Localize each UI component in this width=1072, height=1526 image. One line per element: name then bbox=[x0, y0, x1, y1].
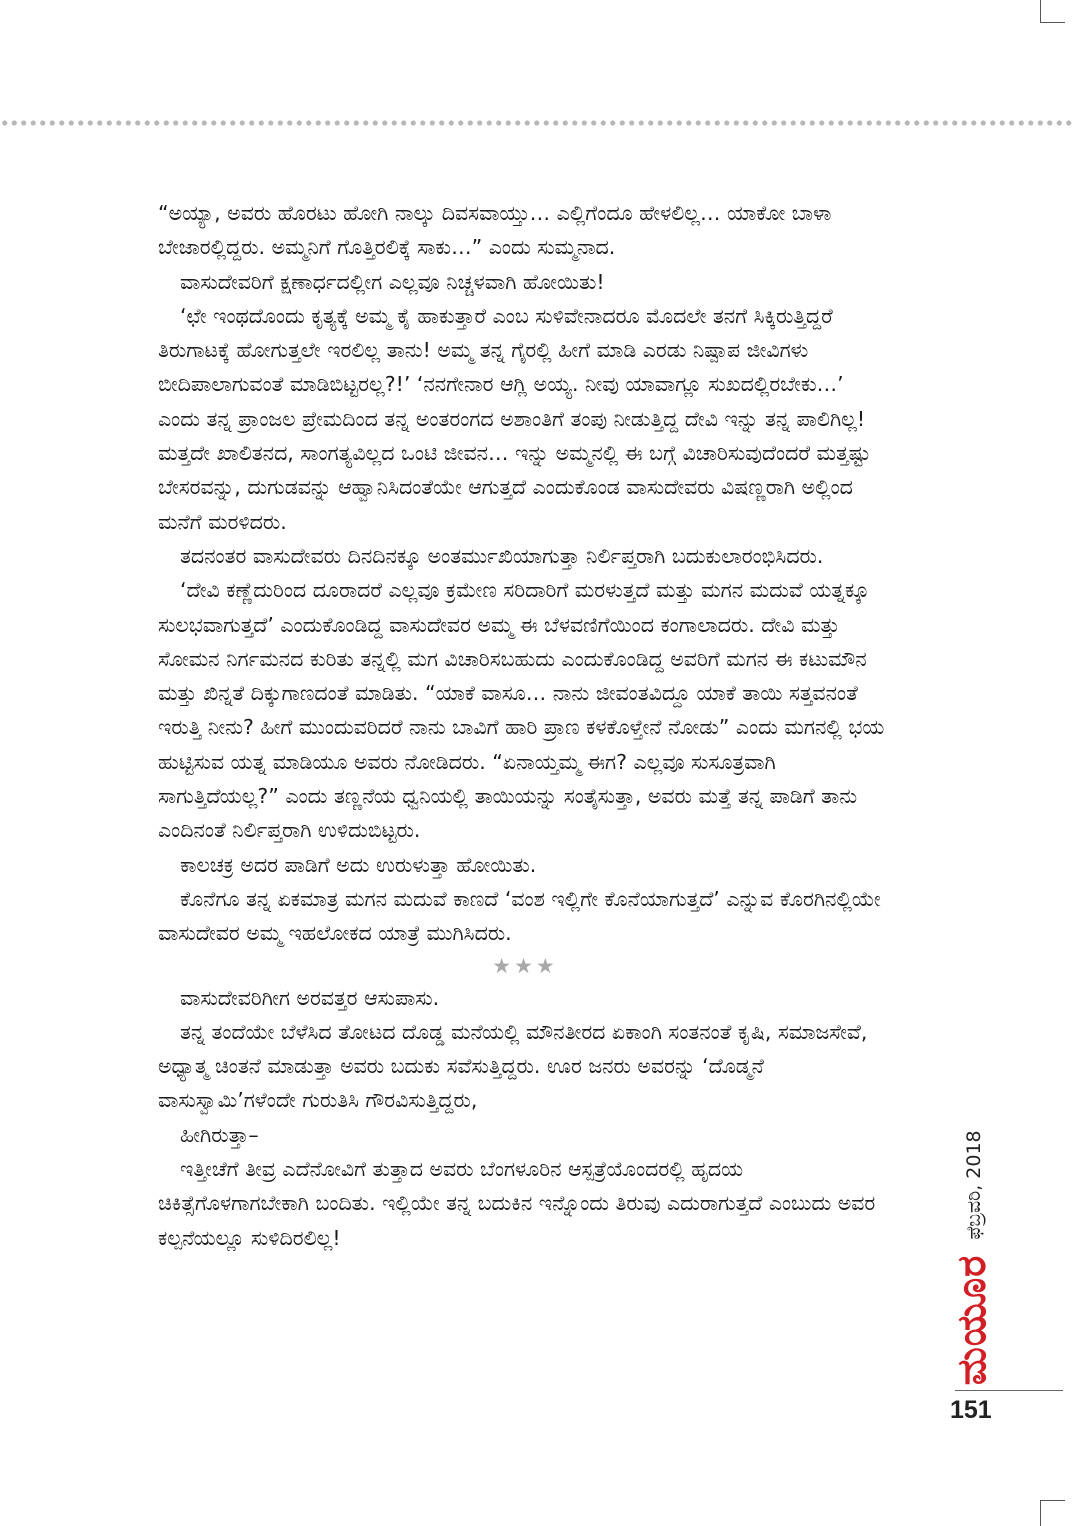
paragraph: ‘ದೇವಿ ಕಣ್ಣೆದುರಿಂದ ದೂರಾದರೆ ಎಲ್ಲವೂ ಕ್ರಮೇಣ ಸರಿದಾರಿಗೆ ಮರಳುತ್ತದೆ ಮತ್ತು ಮಗನ ಮದುವೆ ಯತ್ನಕ್ಕೂ ಸುಲಭವಾಗುತ್ತದೆ’ ಎಂದುಕೊಂಡಿದ್ದ ವಾಸುದೇವರ ಅಮ್ಮ ಈ ಬೆಳವಣಿಗೆಯಿಂದ ಕಂಗಾಲಾದರು. ದೇವಿ ಮತ್ತು ಸೋಮನ ನಿರ್ಗಮನದ ಕುರಿತು ತನ್ನಲ್ಲಿ ಮಗ ವಿಚಾರಿಸಬಹುದು ಎಂದುಕೊಂಡಿದ್ದ ಅವರಿಗೆ ಮಗನ ಈ ಕಟುಮೌನ ಮತ್ತು ಖಿನ್ನತೆ ದಿಕ್ಕುಗಾಣದಂತೆ ಮಾಡಿತು. “ಯಾಕೆ ವಾಸೂ… ನಾನು ಜೀವಂತವಿದ್ದೂ ಯಾಕೆ ತಾಯಿ ಸತ್ತವನಂತೆ ಇರುತ್ತಿ ನೀನು? ಹೀಗೆ ಮುಂದುವರಿದರೆ ನಾನು ಬಾವಿಗೆ ಹಾರಿ ಪ್ರಾಣ ಕಳಕೊಳ್ತೇನೆ ನೋಡು” ಎಂದು ಮಗನಲ್ಲಿ ಭಯ ಹುಟ್ಟಿಸುವ ಯತ್ನ ಮಾಡಿಯೂ ಅವರು ನೋಡಿದರು. “ಏನಾಯ್ತಮ್ಮ ಈಗ? ಎಲ್ಲವೂ ಸುಸೂತ್ರವಾಗಿ ಸಾಗುತ್ತಿದೆಯಲ್ಲ?” ಎಂದು ತಣ್ಣನೆಯ ಧ್ವನಿಯಲ್ಲಿ ತಾಯಿಯನ್ನು ಸಂತೈಸುತ್ತಾ, ಅವರು ಮತ್ತೆ ತನ್ನ ಪಾಡಿಗೆ ತಾನು ಎಂದಿನಂತೆ ನಿರ್ಲಿಪ್ತರಾಗಿ ಉಳಿದುಬಿಟ್ಟರು. bbox=[158, 578, 885, 843]
page-number-rule bbox=[955, 1390, 1063, 1391]
paragraph: ಕೊನೆಗೂ ತನ್ನ ಏಕಮಾತ್ರ ಮಗನ ಮದುವೆ ಕಾಣದೆ ‘ವಂಶ ಇಲ್ಲಿಗೇ ಕೊನೆಯಾಗುತ್ತದೆ’ ಎನ್ನುವ ಕೊರಗಿನಲ್ಲಿಯೇ ವಾಸುದೇವರ ಅಮ್ಮ ಇಹಲೋಕದ ಯಾತ್ರೆ ಮುಗಿಸಿದರು. bbox=[158, 886, 881, 946]
magazine-logo: ಮಯೂರ bbox=[949, 1254, 995, 1386]
paragraph: “ಅಯ್ಯಾ, ಅವರು ಹೊರಟು ಹೋಗಿ ನಾಲ್ಕು ದಿವಸವಾಯ್ತು… ಎಲ್ಲಿಗೆಂದೂ ಹೇಳಲಿಲ್ಲ… ಯಾಕೋ ಬಾಳಾ ಬೇಜಾರಲ್ಲಿದ್ದರು. ಅಮ್ಮನಿಗೆ ಗೊತ್ತಿರಲಿಕ್ಕೆ ಸಾಕು…” ಎಂದು ಸುಮ್ಮನಾದ. bbox=[158, 201, 832, 260]
dotted-header-rule bbox=[0, 119, 1072, 127]
paragraph: ‘ಛೇ ಇಂಥದೊಂದು ಕೃತ್ಯಕ್ಕೆ ಅಮ್ಮ ಕೈ ಹಾಕುತ್ತಾರೆ ಎಂಬ ಸುಳಿವೇನಾದರೂ ಮೊದಲೇ ತನಗೆ ಸಿಕ್ಕಿರುತ್ತಿದ್ದರೆ ತಿರುಗಾಟಕ್ಕೆ ಹೋಗುತ್ತಲೇ ಇರಲಿಲ್ಲ ತಾನು! ಅಮ್ಮ ತನ್ನ ಗೈರಲ್ಲಿ ಹೀಗೆ ಮಾಡಿ ಎರಡು ನಿಷ್ಪಾಪ ಜೀವಿಗಳು ಬೀದಿಪಾಲಾಗುವಂತೆ ಮಾಡಿಬಿಟ್ಟರಲ್ಲ?!’ ‘ನನಗೇನಾರ ಆಗ್ಲಿ ಅಯ್ಯ. ನೀವು ಯಾವಾಗ್ಲೂ ಸುಖದಲ್ಲಿರಬೇಕು…’ ಎಂದು ತನ್ನ ಪ್ರಾಂಜಲ ಪ್ರೇಮದಿಂದ ತನ್ನ ಅಂತರಂಗದ ಅಶಾಂತಿಗೆ ತಂಪು ನೀಡುತ್ತಿದ್ದ ದೇವಿ ಇನ್ನು ತನ್ನ ಪಾಲಿಗಿಲ್ಲ! ಮತ್ತದೇ ಖಾಲಿತನದ, ಸಾಂಗತ್ಯವಿಲ್ಲದ ಒಂಟಿ ಜೀವನ… ಇನ್ನು ಅಮ್ಮನಲ್ಲಿ ಈ ಬಗ್ಗೆ ವಿಚಾರಿಸುವುದೆಂದರೆ ಮತ್ತಷ್ಟು ಬೇಸರವನ್ನು, ದುಗುಡವನ್ನು ಆಹ್ವಾನಿಸಿದಂತೆಯೇ ಆಗುತ್ತದೆ ಎಂದುಕೊಂಡ ವಾಸುದೇವರು ವಿಷಣ್ಣರಾಗಿ ಅಲ್ಲಿಂದ ಮನೆಗೆ ಮರಳಿದರು. bbox=[158, 303, 871, 534]
page-number: 151 bbox=[950, 1396, 992, 1424]
section-separator: ★★★ bbox=[492, 953, 558, 978]
crop-mark-bottom bbox=[1040, 1500, 1065, 1526]
crop-mark-top bbox=[1040, 0, 1065, 23]
paragraph: ಕಾಲಚಕ್ರ ಅದರ ಪಾಡಿಗೆ ಅದು ಉರುಳುತ್ತಾ ಹೋಯಿತು. bbox=[180, 852, 537, 877]
paragraph: ತನ್ನ ತಂದೆಯೇ ಬೆಳೆಸಿದ ತೋಟದ ದೊಡ್ಡ ಮನೆಯಲ್ಲಿ ಮೌನತೀರದ ಏಕಾಂಗಿ ಸಂತನಂತೆ ಕೃಷಿ, ಸಮಾಜಸೇವೆ, ಅಧ್ಯಾತ್ಮ ಚಿಂತನೆ ಮಾಡುತ್ತಾ ಅವರು ಬದುಕು ಸವೆಸುತ್ತಿದ್ದರು. ಊರ ಜನರು ಅವರನ್ನು ‘ದೊಡ್ಮನೆ ವಾಸುಸ್ವಾಮಿ’ಗಳೆಂದೇ ಗುರುತಿಸಿ ಗೌರವಿಸುತ್ತಿದ್ದರು, bbox=[158, 1019, 868, 1113]
paragraph: ಹೀಗಿರುತ್ತಾ– bbox=[180, 1122, 259, 1147]
paragraph: ಇತ್ತೀಚೆಗೆ ತೀವ್ರ ಎದೆನೋವಿಗೆ ತುತ್ತಾದ ಅವರು ಬೆಂಗಳೂರಿನ ಆಸ್ಪತ್ರೆಯೊಂದರಲ್ಲಿ ಹೃದಯ ಚಿಕಿತ್ಸೆಗೊಳಗಾಗಬೇಕಾಗಿ ಬಂದಿತು. ಇಲ್ಲಿಯೇ ತನ್ನ ಬದುಕಿನ ಇನ್ನೊಂದು ತಿರುವು ಎದುರಾಗುತ್ತದೆ ಎಂಬುದು ಅವರ ಕಲ್ಪನೆಯಲ್ಲೂ ಸುಳಿದಿರಲಿಲ್ಲ! bbox=[158, 1157, 876, 1250]
story-text bbox=[158, 196, 892, 1255]
issue-date: ಫೆಬ್ರವರಿ, 2018 bbox=[963, 1130, 985, 1240]
paragraph: ವಾಸುದೇವರಿಗೀಗ ಅರವತ್ತರ ಆಸುಪಾಸು. bbox=[180, 985, 440, 1010]
paragraph: ತದನಂತರ ವಾಸುದೇವರು ದಿನದಿನಕ್ಕೂ ಅಂತರ್ಮುಖಿಯಾಗುತ್ತಾ ನಿರ್ಲಿಪ್ತರಾಗಿ ಬದುಕುಲಾರಂಭಿಸಿದರು. bbox=[180, 543, 824, 568]
paragraph: ವಾಸುದೇವರಿಗೆ ಕ್ಷಣಾರ್ಧದಲ್ಲೀಗ ಎಲ್ಲವೂ ನಿಚ್ಚಳವಾಗಿ ಹೋಯಿತು! bbox=[180, 269, 605, 294]
